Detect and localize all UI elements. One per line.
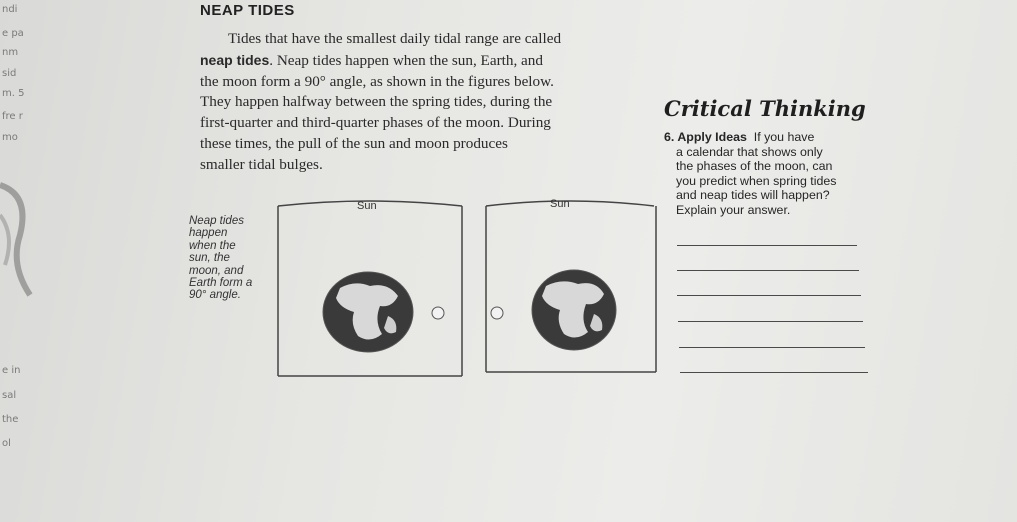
caption-line: Earth form a (189, 277, 253, 290)
earth-icon (323, 272, 413, 352)
edge-fragment: ol (2, 438, 11, 449)
sun-label-right: Sun (550, 198, 570, 210)
edge-fragment: e in (2, 365, 21, 376)
question-line: Explain your answer. (676, 202, 791, 217)
answer-line[interactable] (677, 270, 859, 271)
section-heading: NEAP TIDES (200, 2, 295, 19)
paragraph-line: smaller tidal bulges. (200, 155, 323, 173)
critical-thinking-question (664, 130, 864, 218)
caption-line: Neap tides (189, 215, 244, 227)
answer-line[interactable] (679, 347, 865, 348)
left-figure (270, 196, 470, 381)
edge-illustration (0, 175, 50, 315)
earth-icon (532, 270, 616, 350)
paragraph-line: first-quarter and third-quarter phases of the moon. During (200, 114, 551, 132)
question-line: a calendar that shows only (676, 144, 823, 159)
paragraph-text: . Neap tides happen when the sun, Earth, and (269, 51, 543, 69)
moon-icon (491, 307, 503, 319)
edge-fragment: nm (2, 47, 19, 58)
edge-fragment: ndi (2, 4, 18, 15)
right-figure (480, 196, 670, 381)
question-line: you predict when spring tides (676, 173, 837, 188)
keyword-neap-tides: neap tides (200, 51, 270, 68)
answer-line[interactable] (677, 295, 861, 296)
answer-line[interactable] (678, 321, 863, 322)
critical-thinking-title: Critical Thinking (664, 96, 866, 121)
neap-tides-paragraph (200, 29, 650, 176)
caption-line: happen (189, 227, 228, 240)
answer-line[interactable] (677, 245, 857, 246)
sun-arc (486, 201, 654, 206)
edge-fragment: mo (2, 132, 18, 143)
paragraph-line: these times, the pull of the sun and moon produces (200, 134, 508, 152)
answer-line[interactable] (680, 372, 868, 373)
sun-label-left: Sun (357, 200, 377, 212)
caption-line: sun, the (189, 252, 230, 265)
paragraph-line: the moon form a 90° angle, as shown in the figures below. (200, 72, 554, 90)
question-line: the phases of the moon, can (676, 159, 833, 174)
caption-line: 90° angle. (189, 289, 241, 302)
edge-fragment: fre r (2, 111, 23, 122)
moon-icon (432, 307, 444, 319)
edge-fragment: sal (2, 390, 17, 401)
question-text: If you have (753, 130, 815, 144)
question-label: 6. Apply Ideas (664, 130, 747, 144)
paragraph-line: Tides that have the smallest daily tidal range are called (228, 30, 562, 47)
question-line: and neap tides will happen? (676, 188, 830, 203)
paragraph-line: They happen halfway between the spring tides, during the (200, 93, 553, 111)
caption-line: when the (189, 239, 236, 252)
edge-fragment: sid (2, 68, 17, 79)
edge-fragment: e pa (2, 28, 24, 39)
question-line (664, 130, 864, 145)
edge-fragment: m. 5 (2, 88, 25, 99)
caption-line: moon, and (189, 264, 244, 277)
edge-fragment: the (2, 414, 19, 425)
figure-caption (189, 215, 252, 302)
paragraph-line (200, 50, 650, 72)
